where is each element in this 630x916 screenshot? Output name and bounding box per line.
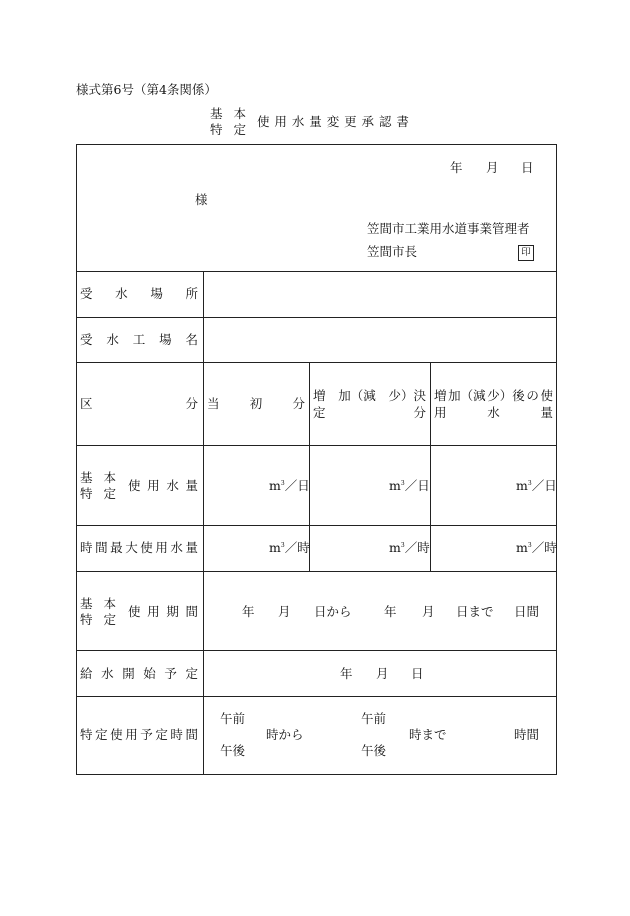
period-to-year: 年 (384, 604, 397, 619)
date-month: 月 (486, 160, 499, 175)
unit-per-day: $m^3/$日 (389, 478, 430, 493)
label-hourly-max: 時 間 最 大 使 用 水 量 (80, 540, 198, 555)
date-day: 日 (521, 160, 534, 175)
rule (76, 362, 557, 363)
unit-per-hour: $m^3/$時 (389, 540, 430, 555)
label-period-specific: 特 定 (80, 612, 116, 627)
page-title: 使 用 水 量 変 更 承 認 書 (257, 114, 409, 129)
until-pm: 午後 (361, 743, 387, 758)
form-number: 様式第6号（第4条関係） (76, 82, 217, 97)
rule (76, 696, 557, 697)
label-usage-hours: 特 定 使 用 予 定 時 間 (80, 727, 198, 742)
rule (76, 445, 557, 446)
period-from-year: 年 (242, 604, 255, 619)
column-after-change-line2: 用 水 量 (434, 405, 553, 420)
period-to-day: 日まで (456, 604, 494, 619)
column-initial: 当 初 分 (207, 396, 305, 411)
until-am: 午前 (361, 711, 387, 726)
rule (76, 571, 557, 572)
issuer-title: 笠間市長 (367, 244, 418, 259)
rule (76, 525, 557, 526)
rule (430, 362, 431, 571)
period-to-month: 月 (422, 604, 435, 619)
start-month: 月 (376, 666, 389, 681)
unit-per-day: $m^3/$日 (269, 478, 310, 493)
title-line-specific: 特 定 (210, 122, 246, 137)
label-usage-basic: 基 本 (80, 470, 116, 485)
label-usage-period: 使 用 期 間 (128, 604, 198, 619)
issuer-organization: 笠間市工業用水道事業管理者 (367, 221, 530, 236)
unit-per-hour: $m^3/$時 (516, 540, 557, 555)
time-until: 時まで (409, 727, 447, 742)
addressee-suffix: 様 (195, 192, 208, 207)
column-change-decided: 増 加（減 少）決 (313, 388, 426, 403)
rule (76, 271, 557, 272)
label-period-basic: 基 本 (80, 596, 116, 611)
date-year: 年 (450, 160, 463, 175)
label-usage-specific: 特 定 (80, 486, 116, 501)
label-category: 区 分 (80, 396, 198, 411)
period-days: 日間 (514, 604, 540, 619)
column-after-change: 増 加（減 少）後 の 使 (434, 388, 553, 403)
unit-per-day: $m^3/$日 (516, 478, 557, 493)
label-supply-start: 給 水 開 始 予 定 (80, 666, 198, 681)
hours-total: 時間 (514, 727, 540, 742)
label-receiving-location: 受 水 場 所 (80, 286, 198, 301)
from-pm: 午後 (220, 743, 246, 758)
rule (76, 317, 557, 318)
time-from: 時から (266, 727, 304, 742)
period-from-day: 日から (314, 604, 352, 619)
title-line-basic: 基 本 (210, 106, 246, 121)
unit-per-hour: $m^3/$時 (269, 540, 310, 555)
rule (76, 650, 557, 651)
start-year: 年 (340, 666, 353, 681)
from-am: 午前 (220, 711, 246, 726)
column-change-decided-line2: 定 分 (313, 405, 426, 420)
rule (203, 271, 204, 775)
seal-mark: 印 (518, 245, 534, 261)
label-usage-volume: 使 用 水 量 (128, 478, 198, 493)
period-from-month: 月 (278, 604, 291, 619)
label-receiving-factory: 受 水 工 場 名 (80, 332, 198, 347)
start-day: 日 (411, 666, 424, 681)
